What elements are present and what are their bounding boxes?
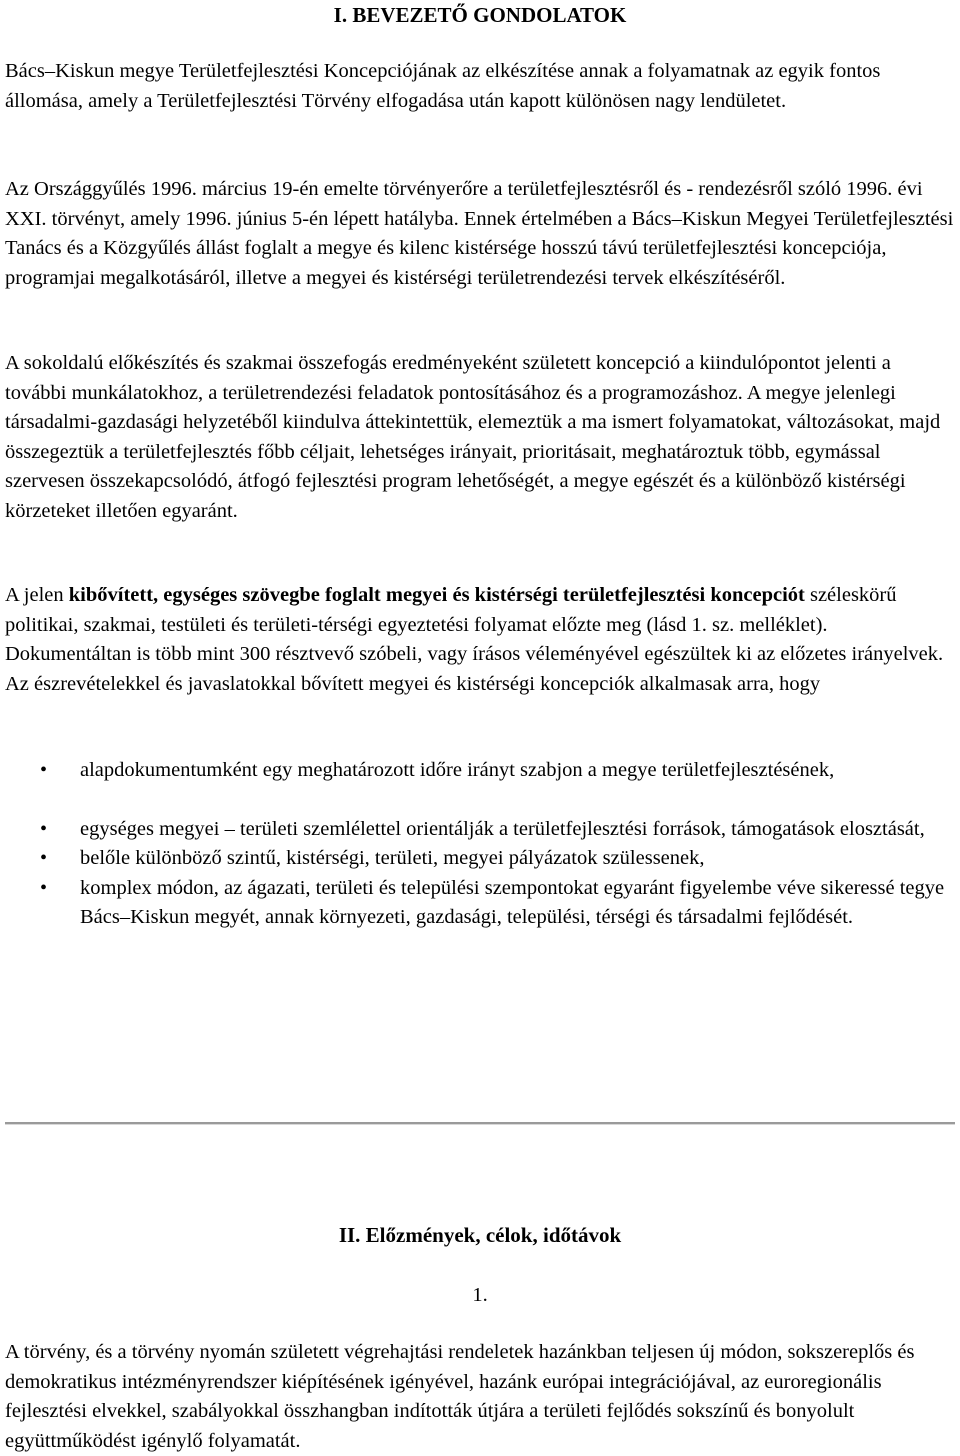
bullet-icon: • bbox=[40, 847, 48, 869]
list-item bbox=[5, 756, 955, 786]
horizontal-divider bbox=[5, 1122, 955, 1125]
list-item bbox=[5, 815, 955, 845]
p4-rest-text: széleskörű politikai, szakmai, testületi és területi-térségi egyeztetési folyamat előzte meg (lásd 1. sz. melléklet). Dokumentáltan is több mint 300 résztvevő szóbeli, vagy írásos véleményével egészültek ki az előzetes irányelvek. Az észrevételekkel és javaslatokkal bővített megyei és kistérségi koncepciók alkalmasak arra, hogy bbox=[5, 584, 944, 695]
intro-paragraph-1: Bács–Kiskun megye Területfejlesztési Koncepciójának az elkészítése annak a folyamatnak az egyik fontos állomása, amely a Területfejlesztési Törvény elfogadása után kapott különösen nagy lendületet. bbox=[5, 60, 881, 112]
intro-paragraph-2: Az Országgyűlés 1996. március 19-én emelte törvényerőre a területfejlesztésről és - rendezésről szóló 1996. évi XXI. törvényt, amely 1996. június 5-én lépett hatályba. Ennek értelmében a Bács–Kiskun Megyei Területfejlesztési Tanács és a Közgyűlés állást foglalt a megye és kilenc kistérsége hosszú távú területfejlesztési koncepciója, programjai megalkotásáról, illetve a megyei és kistérségi területrendezési tervek elkészítéséről. bbox=[5, 178, 954, 289]
list-item-text: komplex módon, az ágazati, területi és települési szempontokat egyaránt figyelembe véve sikeressé tegye Bács–Kiskun megyét, annak környezeti, gazdasági, települési, térségi és társadalmi fejlődését. bbox=[80, 876, 945, 928]
list-item bbox=[5, 844, 955, 874]
subsection-number: 1. bbox=[472, 1284, 488, 1306]
list-item bbox=[5, 874, 955, 933]
bullet-list bbox=[5, 756, 955, 933]
section2-paragraph-1: A törvény, és a törvény nyomán született végrehajtási rendeletek hazánkban teljesen új módon, sokszereplős és demokratikus intézményrendszer kiépítésének igényével, hazánk európai integrációjával, az euroregionális fejlesztési elvekkel, szabályokkal összhangban indították útjára a területi fejlődés sokszínű és bonyolult együttműködést igénylő folyamatát. bbox=[5, 1341, 915, 1452]
section-title: I. BEVEZETŐ GONDOLATOK bbox=[333, 3, 627, 27]
list-item-text: belőle különböző szintű, kistérségi, területi, megyei pályázatok szülessenek, bbox=[80, 847, 705, 869]
bullet-icon: • bbox=[40, 759, 48, 781]
intro-paragraph-3: A sokoldalú előkészítés és szakmai összefogás eredményeként született koncepció a kiindulópontot jelenti a további munkálatokhoz, a területrendezési feladatok pontosításához és a programozáshoz. A megye jelenlegi társadalmi-gazdasági helyzetéből kiindulva áttekintettük, elemeztük a ma ismert folyamatokat, változásokat, majd összegeztük a területfejlesztés főbb céljait, lehetséges irányait, prioritásait, meghatároztuk több, egymással szervesen összekapcsolódó, átfogó fejlesztési program lehetőségét, a megye egészét és a különböző kistérségi körzeteket illetően egyaránt. bbox=[5, 352, 941, 522]
p4-bold-text: kibővített, egységes szövegbe foglalt megyei és kistérségi területfejlesztési koncepciót bbox=[68, 584, 805, 606]
bullet-icon: • bbox=[40, 876, 48, 899]
list-item-text: alapdokumentumként egy meghatározott időre irányt szabjon a megye területfejlesztésének, bbox=[80, 759, 835, 781]
section-heading: II. Előzmények, célok, időtávok bbox=[338, 1223, 622, 1247]
intro-paragraph-4 bbox=[5, 581, 955, 699]
bullet-icon: • bbox=[40, 817, 48, 840]
list-item-text: egységes megyei – területi szemlélettel orientálják a területfejlesztési források, támogatások elosztását, bbox=[80, 817, 925, 840]
p4-lead-text: A jelen bbox=[5, 584, 69, 606]
